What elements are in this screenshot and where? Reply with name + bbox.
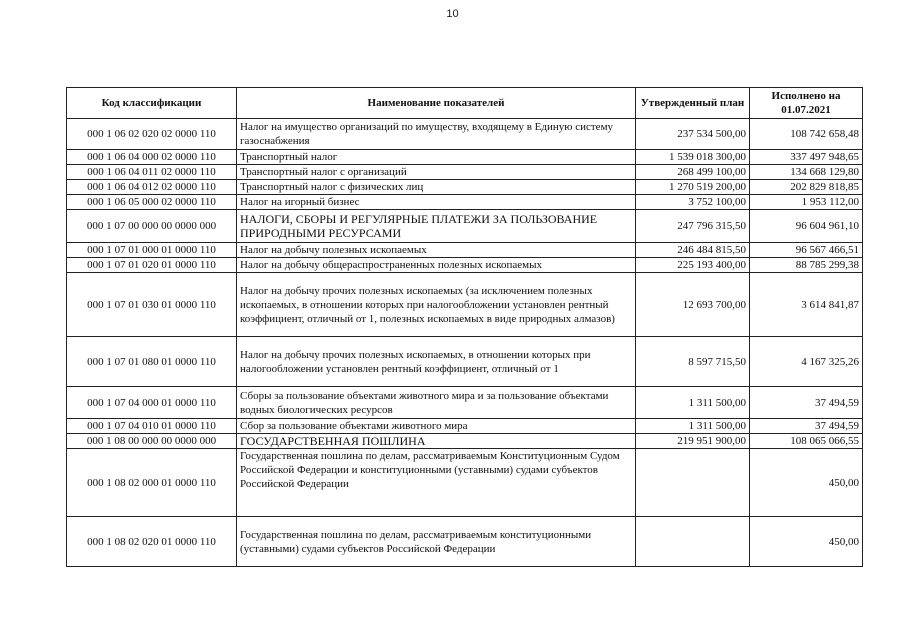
classification-code: 000 1 07 04 000 01 0000 110: [67, 387, 237, 419]
indicator-name: НАЛОГИ, СБОРЫ И РЕГУЛЯРНЫЕ ПЛАТЕЖИ ЗА ПОЛЬЗОВАНИЕ ПРИРОДНЫМИ РЕСУРСАМИ: [237, 210, 636, 243]
classification-code: 000 1 06 04 012 02 0000 110: [67, 180, 237, 195]
table-row: [67, 195, 863, 210]
plan-amount: 1 311 500,00: [636, 419, 750, 434]
classification-code: 000 1 07 01 080 01 0000 110: [67, 337, 237, 387]
classification-code: 000 1 07 04 010 01 0000 110: [67, 419, 237, 434]
classification-code: 000 1 06 02 020 02 0000 110: [67, 119, 237, 150]
executed-amount: 108 742 658,48: [750, 119, 863, 150]
table-header-row: [67, 88, 863, 119]
executed-amount: 108 065 066,55: [750, 434, 863, 449]
plan-amount: [636, 517, 750, 567]
table-row: [67, 210, 863, 243]
table-body: [67, 119, 863, 567]
plan-amount: 12 693 700,00: [636, 273, 750, 337]
classification-code: 000 1 07 00 000 00 0000 000: [67, 210, 237, 243]
table-row: [67, 180, 863, 195]
plan-amount: 1 311 500,00: [636, 387, 750, 419]
table-row: [67, 165, 863, 180]
plan-amount: 219 951 900,00: [636, 434, 750, 449]
plan-amount: 8 597 715,50: [636, 337, 750, 387]
indicator-name: Налог на имущество организаций по имуществу, входящему в Единую систему газоснабжения: [237, 119, 636, 150]
indicator-name: Транспортный налог с физических лиц: [237, 180, 636, 195]
classification-code: 000 1 06 04 011 02 0000 110: [67, 165, 237, 180]
indicator-name: Налог на добычу прочих полезных ископаемых (за исключением полезных ископаемых, в отношении которых при налогообложении установлен рентный коэффициент, отличный от 1, полезных ископаемых в виде природных алмазов): [237, 273, 636, 337]
executed-amount: 450,00: [750, 449, 863, 517]
table-row: [67, 337, 863, 387]
classification-code: 000 1 07 01 030 01 0000 110: [67, 273, 237, 337]
executed-amount: 88 785 299,38: [750, 258, 863, 273]
header-code: Код классификации: [67, 88, 237, 119]
table-row: [67, 150, 863, 165]
executed-amount: 1 953 112,00: [750, 195, 863, 210]
table-row: [67, 517, 863, 567]
executed-amount: 134 668 129,80: [750, 165, 863, 180]
plan-amount: [636, 449, 750, 517]
header-name: Наименование показателей: [237, 88, 636, 119]
plan-amount: 1 539 018 300,00: [636, 150, 750, 165]
executed-amount: 3 614 841,87: [750, 273, 863, 337]
classification-code: 000 1 08 02 000 01 0000 110: [67, 449, 237, 517]
table-row: [67, 434, 863, 449]
table-row: [67, 119, 863, 150]
indicator-name: Сборы за пользование объектами животного мира и за пользование объектами водных биологических ресурсов: [237, 387, 636, 419]
table-row: [67, 243, 863, 258]
classification-code: 000 1 08 00 000 00 0000 000: [67, 434, 237, 449]
indicator-name: Сбор за пользование объектами животного мира: [237, 419, 636, 434]
executed-amount: 4 167 325,26: [750, 337, 863, 387]
indicator-name: Транспортный налог: [237, 150, 636, 165]
table-row: [67, 449, 863, 517]
classification-code: 000 1 07 01 020 01 0000 110: [67, 258, 237, 273]
table-row: [67, 387, 863, 419]
classification-code: 000 1 07 01 000 01 0000 110: [67, 243, 237, 258]
executed-amount: 450,00: [750, 517, 863, 567]
table-row: [67, 419, 863, 434]
executed-amount: 337 497 948,65: [750, 150, 863, 165]
indicator-name: Транспортный налог с организаций: [237, 165, 636, 180]
indicator-name: ГОСУДАРСТВЕННАЯ ПОШЛИНА: [237, 434, 636, 449]
executed-amount: 96 604 961,10: [750, 210, 863, 243]
header-plan: Утвержденный план: [636, 88, 750, 119]
plan-amount: 246 484 815,50: [636, 243, 750, 258]
page-number: 10: [446, 8, 459, 20]
plan-amount: 225 193 400,00: [636, 258, 750, 273]
plan-amount: 1 270 519 200,00: [636, 180, 750, 195]
plan-amount: 268 499 100,00: [636, 165, 750, 180]
executed-amount: 96 567 466,51: [750, 243, 863, 258]
table-row: [67, 258, 863, 273]
indicator-name: Налог на игорный бизнес: [237, 195, 636, 210]
indicator-name: Налог на добычу полезных ископаемых: [237, 243, 636, 258]
executed-amount: 37 494,59: [750, 419, 863, 434]
header-executed: Исполнено на 01.07.2021: [750, 88, 863, 119]
executed-amount: 37 494,59: [750, 387, 863, 419]
plan-amount: 3 752 100,00: [636, 195, 750, 210]
plan-amount: 237 534 500,00: [636, 119, 750, 150]
classification-code: 000 1 06 04 000 02 0000 110: [67, 150, 237, 165]
indicator-name: Государственная пошлина по делам, рассматриваемым конституционными (уставными) судами субъектов Российской Федерации: [237, 517, 636, 567]
plan-amount: 247 796 315,50: [636, 210, 750, 243]
executed-amount: 202 829 818,85: [750, 180, 863, 195]
budget-execution-table: [66, 87, 863, 567]
indicator-name: Государственная пошлина по делам, рассматриваемым Конституционным Судом Российской Федерации и конституционными (уставными) судами субъектов Российской Федерации: [237, 449, 636, 517]
classification-code: 000 1 06 05 000 02 0000 110: [67, 195, 237, 210]
indicator-name: Налог на добычу прочих полезных ископаемых, в отношении которых при налогообложении установлен рентный коэффициент, отличный от 1: [237, 337, 636, 387]
indicator-name: Налог на добычу общераспространенных полезных ископаемых: [237, 258, 636, 273]
classification-code: 000 1 08 02 020 01 0000 110: [67, 517, 237, 567]
table-row: [67, 273, 863, 337]
